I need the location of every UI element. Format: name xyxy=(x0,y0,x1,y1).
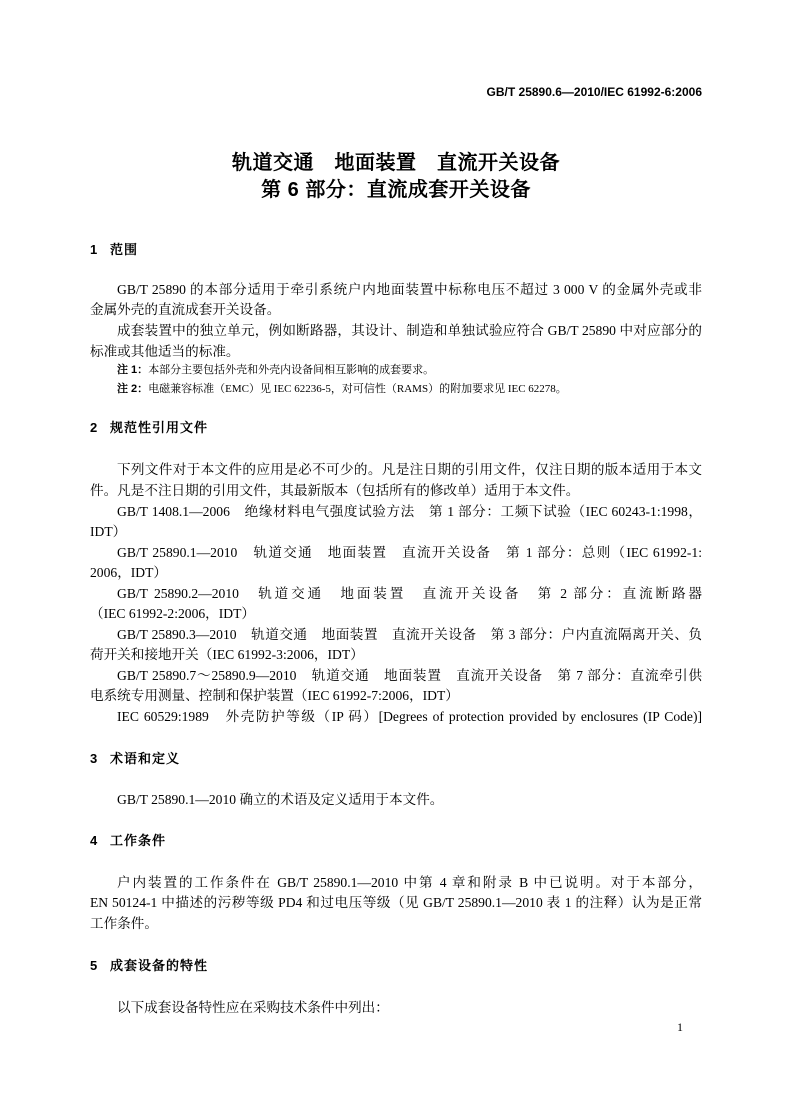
note-label: 注 2： xyxy=(117,383,149,395)
note-label: 注 1： xyxy=(117,364,149,376)
page-number: 1 xyxy=(677,1020,683,1034)
document-title-line-2: 第 6 部分：直流成套开关设备 xyxy=(261,179,531,201)
section-number: 2 xyxy=(90,420,98,435)
paragraph-line: EN 50124-1 中描述的污秽等级 PD4 和过电压等级（见 GB/T 25890.1—2010 表 1 的注释）认为是正常 xyxy=(90,895,702,910)
note xyxy=(117,380,567,398)
section-title: 规范性引用文件 xyxy=(110,420,209,435)
section-heading xyxy=(90,418,208,438)
paragraph-line: 工作条件。 xyxy=(90,916,158,931)
section-title: 术语和定义 xyxy=(110,751,181,766)
paragraph-line: GB/T 25890 的本部分适用于牵引系统户内地面装置中标称电压不超过 3 000 V 的金属外壳或非 xyxy=(117,282,702,297)
section-title: 成套设备的特性 xyxy=(110,958,209,973)
section-number: 4 xyxy=(90,833,98,848)
reference-line: GB/T 25890.3—2010 轨道交通 地面装置 直流开关设备 第 3 部分：户内直流隔离开关、负 xyxy=(117,627,702,642)
reference-line: 2006，IDT） xyxy=(90,565,168,580)
section-number: 1 xyxy=(90,242,98,257)
reference-line: IEC 60529:1989 外壳防护等级（IP 码）[Degrees of protection provided by enclosures (IP Code)] xyxy=(117,709,702,724)
note xyxy=(117,361,434,379)
reference-line: GB/T 25890.2—2010 轨道交通 地面装置 直流开关设备 第 2 部分：直流断路器 xyxy=(117,586,702,601)
note-text: 本部分主要包括外壳和外壳内设备间相互影响的成套要求。 xyxy=(148,364,435,376)
paragraph-line: 户内装置的工作条件在 GB/T 25890.1—2010 中第 4 章和附录 B 中已说明。对于本部分， xyxy=(117,875,702,890)
document-title-line-1: 轨道交通 地面装置 直流开关设备 xyxy=(232,152,560,174)
paragraph-line: GB/T 25890.1—2010 确立的术语及定义适用于本文件。 xyxy=(117,792,444,807)
reference-line: GB/T 25890.1—2010 轨道交通 地面装置 直流开关设备 第 1 部分：总则（IEC 61992-1: xyxy=(117,545,702,560)
reference-line: GB/T 25890.7～25890.9—2010 轨道交通 地面装置 直流开关设备 第 7 部分：直流牵引供 xyxy=(117,668,702,683)
reference-line: （IEC 61992-2:2006，IDT） xyxy=(90,606,255,621)
reference-line: GB/T 1408.1—2006 绝缘材料电气强度试验方法 第 1 部分：工频下试验（IEC 60243-1:1998， xyxy=(117,504,702,519)
section-heading xyxy=(90,749,180,769)
section-number: 5 xyxy=(90,958,98,973)
section-heading xyxy=(90,956,208,976)
reference-line: 荷开关和接地开关（IEC 61992-3:2006，IDT） xyxy=(90,647,364,662)
paragraph-line: 件。凡是不注日期的引用文件，其最新版本（包括所有的修改单）适用于本文件。 xyxy=(90,483,580,498)
note-text: 电磁兼容标准（EMC）见 IEC 62236-5，对可信性（RAMS）的附加要求见 IEC 62278。 xyxy=(148,383,567,395)
paragraph-line: 成套装置中的独立单元，例如断路器，其设计、制造和单独试验应符合 GB/T 25890 中对应部分的 xyxy=(117,323,702,338)
section-number: 3 xyxy=(90,751,98,766)
reference-line: IDT） xyxy=(90,524,127,539)
paragraph-line: 下列文件对于本文件的应用是必不可少的。凡是注日期的引用文件，仅注日期的版本适用于本文 xyxy=(117,462,702,477)
section-title: 范围 xyxy=(110,242,139,257)
paragraph-line: 标准或其他适当的标准。 xyxy=(90,344,240,359)
reference-line: 电系统专用测量、控制和保护装置（IEC 61992-7:2006，IDT） xyxy=(90,688,459,703)
standard-code-header: GB/T 25890.6—2010/IEC 61992-6:2006 xyxy=(486,85,702,99)
section-title: 工作条件 xyxy=(110,833,167,848)
paragraph-line: 以下成套设备特性应在采购技术条件中列出： xyxy=(117,1000,389,1015)
section-heading xyxy=(90,240,138,260)
paragraph-line: 金属外壳的直流成套开关设备。 xyxy=(90,302,281,317)
section-heading xyxy=(90,831,166,851)
